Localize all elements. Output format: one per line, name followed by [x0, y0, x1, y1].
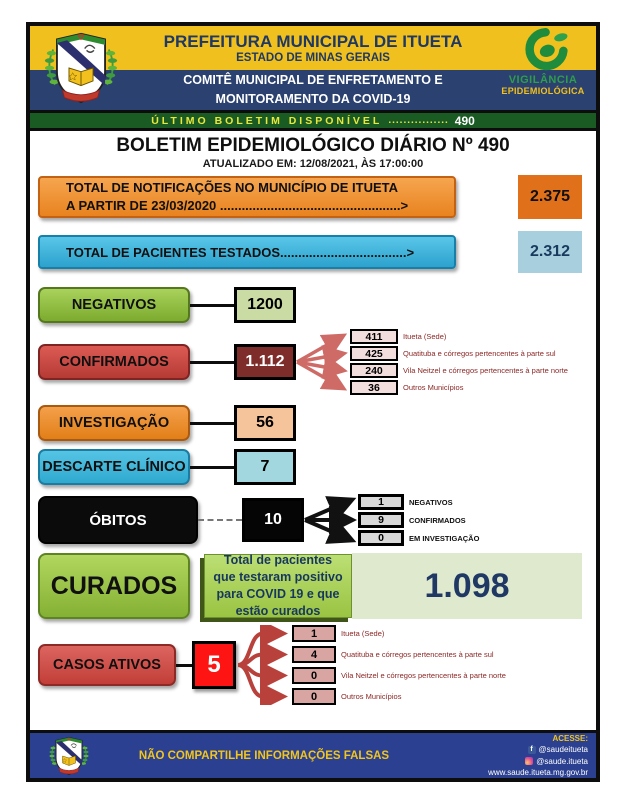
breakdown-value: 1	[292, 625, 336, 642]
logo-text-epidemiologica: EPIDEMIOLÓGICA	[501, 86, 585, 96]
tested-bar	[38, 235, 456, 269]
last-bulletin-bar	[30, 110, 596, 131]
breakdown-label: Itueta (Sede)	[341, 629, 385, 638]
footer-warning: NÃO COMPARTILHE INFORMAÇÕES FALSAS	[138, 749, 390, 762]
breakdown-value: 4	[292, 646, 336, 663]
investigation-row	[38, 405, 588, 441]
confirmed-breakdown	[350, 329, 568, 395]
breakdown-row	[292, 688, 506, 705]
clinical-discard-pill: DESCARTE CLÍNICO	[38, 449, 190, 485]
confirmed-row	[38, 329, 588, 395]
active-cases-breakdown	[292, 625, 506, 705]
committee-line2: MONITORAMENTO DA COVID-19	[215, 92, 411, 106]
dashed-connector-line	[198, 519, 242, 521]
city-crest-icon	[44, 29, 118, 107]
active-cases-bracket-arrows-icon	[236, 625, 292, 705]
deaths-row	[38, 493, 588, 547]
active-cases-row	[38, 625, 588, 705]
logo-text-vigilancia: VIGILÂNCIA	[508, 74, 578, 86]
instagram-link[interactable]	[525, 756, 588, 767]
confirmed-pill: CONFIRMADOS	[38, 344, 190, 380]
footer-crest-icon	[48, 735, 90, 777]
breakdown-label: NEGATIVOS	[409, 497, 453, 507]
negatives-pill: NEGATIVOS	[38, 287, 190, 323]
state-subtitle: ESTADO DE MINAS GERAIS	[236, 52, 390, 64]
bulletin-updated: ATUALIZADO EM: 12/08/2021, ÀS 17:00:00	[202, 158, 424, 170]
connector-line	[190, 361, 234, 364]
active-cases-pill: CASOS ATIVOS	[38, 644, 176, 686]
breakdown-row	[350, 329, 568, 344]
website-link[interactable]: www.saude.itueta.mg.gov.br	[488, 767, 588, 777]
tested-label: TOTAL DE PACIENTES TESTADOS...................................>	[66, 244, 415, 260]
breakdown-row	[358, 494, 479, 510]
breakdown-value: 240	[350, 363, 398, 378]
clinical-discard-value: 7	[234, 449, 296, 485]
confirmed-value: 1.112	[234, 344, 296, 380]
connector-line	[190, 422, 234, 425]
cured-row	[38, 553, 588, 619]
breakdown-label: Outros Municípios	[403, 383, 464, 392]
epidemiological-surveillance-logo	[492, 26, 594, 110]
breakdown-label: Quatituba e córregos pertencentes à parte sul	[403, 349, 556, 358]
cured-value: 1.098	[352, 553, 582, 619]
cured-description: Total de pacientes que testaram positivo para COVID 19 e que estão curados	[204, 554, 352, 618]
connector-line	[176, 664, 192, 667]
deaths-breakdown	[358, 494, 479, 546]
tested-row	[38, 231, 588, 273]
breakdown-value: 1	[358, 494, 404, 510]
breakdown-value: 0	[292, 667, 336, 684]
surveillance-swoosh-icon	[505, 28, 581, 72]
breakdown-row	[292, 625, 506, 642]
cured-pill: CURADOS	[38, 553, 190, 619]
instagram-handle: @saude.itueta	[536, 756, 588, 766]
notifications-label-line1: TOTAL DE NOTIFICAÇÕES NO MUNICÍPIO DE ITUETA	[66, 179, 398, 195]
breakdown-label: CONFIRMADOS	[409, 515, 466, 525]
investigation-value: 56	[234, 405, 296, 441]
deaths-fan-arrows-icon	[304, 493, 358, 547]
connector-line	[190, 466, 234, 469]
footer-links	[438, 733, 596, 778]
facebook-handle: @saudeitueta	[538, 745, 588, 755]
facebook-icon: f	[528, 746, 536, 754]
breakdown-value: 425	[350, 346, 398, 361]
bulletin-frame	[26, 22, 600, 782]
connector-line	[190, 304, 234, 307]
breakdown-row	[350, 363, 568, 378]
facebook-link[interactable]	[528, 744, 589, 755]
breakdown-value: 411	[350, 329, 398, 344]
clinical-discard-row	[38, 449, 588, 485]
last-bulletin-label: ÚLTIMO BOLETIM DISPONÍVEL	[151, 114, 383, 127]
notifications-label-line2: A PARTIR DE 23/03/2020 ..................................................>	[66, 198, 409, 213]
breakdown-row	[350, 346, 568, 361]
notifications-bar	[38, 176, 456, 218]
last-bulletin-dots: ................	[388, 115, 449, 126]
bulletin-content	[30, 131, 596, 730]
investigation-pill: INVESTIGAÇÃO	[38, 405, 190, 441]
committee-line1: COMITÊ MUNICIPAL DE ENFRETAMENTO E	[183, 73, 443, 88]
breakdown-label: Vila Neitzel e córregos pertencentes à parte norte	[403, 366, 568, 375]
breakdown-label: EM INVESTIGAÇÃO	[409, 533, 480, 543]
header	[30, 26, 596, 110]
deaths-value: 10	[242, 498, 304, 542]
municipality-title: PREFEITURA MUNICIPAL DE ITUETA	[163, 32, 463, 51]
negatives-value: 1200	[234, 287, 296, 323]
breakdown-label: Vila Neitzel e córregos pertencentes à parte norte	[341, 671, 506, 680]
confirmed-fan-arrows-icon	[296, 329, 350, 395]
last-bulletin-number: 490	[454, 113, 475, 128]
breakdown-label: Itueta (Sede)	[403, 332, 447, 341]
breakdown-label: Quatituba e córregos pertencentes à parte sul	[341, 650, 494, 659]
breakdown-value: 36	[350, 380, 398, 395]
instagram-icon	[525, 757, 533, 765]
breakdown-row	[358, 512, 479, 528]
tested-value: 2.312	[518, 231, 582, 273]
access-label: ACESSE:	[552, 734, 588, 744]
negatives-row	[38, 287, 588, 323]
footer	[30, 730, 596, 778]
bulletin-title: BOLETIM EPIDEMIOLÓGICO DIÁRIO Nº 490	[116, 135, 510, 156]
notifications-row	[38, 175, 588, 219]
breakdown-value: 0	[358, 530, 404, 546]
deaths-pill: ÓBITOS	[38, 496, 198, 544]
active-cases-value: 5	[192, 641, 236, 689]
breakdown-row	[292, 667, 506, 684]
breakdown-value: 0	[292, 688, 336, 705]
breakdown-row	[292, 646, 506, 663]
breakdown-value: 9	[358, 512, 404, 528]
breakdown-row	[350, 380, 568, 395]
breakdown-label: Outros Municípios	[341, 692, 402, 701]
breakdown-row	[358, 530, 479, 546]
notifications-value: 2.375	[518, 175, 582, 219]
